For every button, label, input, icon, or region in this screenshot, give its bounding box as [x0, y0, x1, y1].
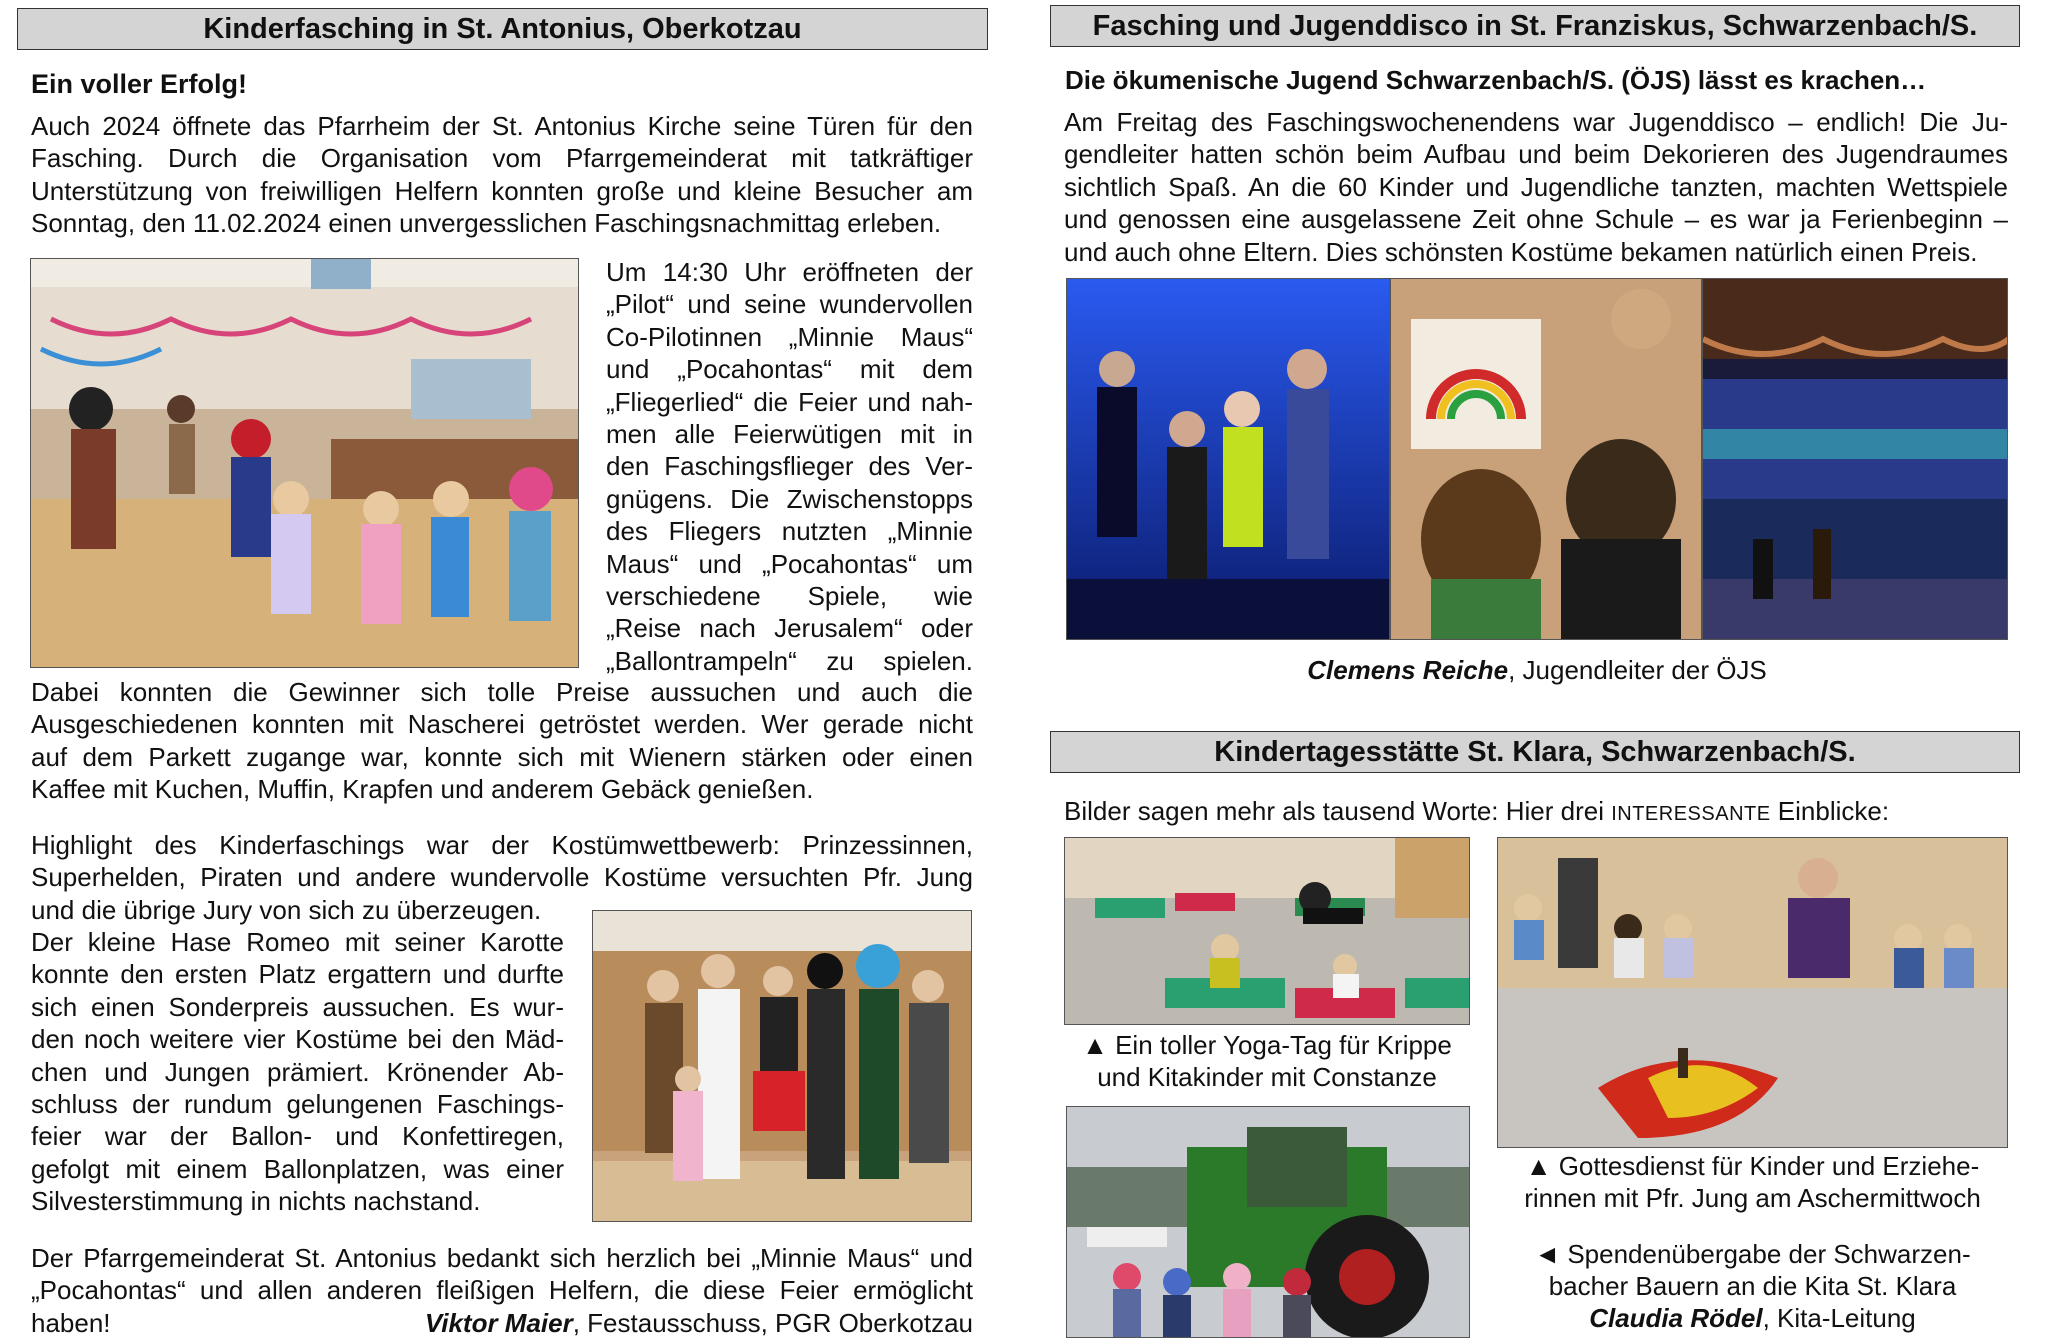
signature-name-kita: Claudia Rödel — [1589, 1303, 1763, 1333]
text-line: „Fliegerlied“ die Feier und nah- — [606, 386, 973, 417]
text-line: Unterstützung von freiwilligen Helfern konnten große und kleine Besucher am — [31, 175, 973, 206]
kita-intro-text-a: Bilder sagen mehr als tausend Worte: Hier drei — [1064, 796, 1612, 826]
signature-role-kita: , Kita-Leitung — [1762, 1303, 1916, 1333]
signature-name-jugend: Clemens Reiche — [1307, 655, 1509, 685]
photo-party-hall — [30, 258, 579, 668]
text-line: Maus“ und „Pocahontas“ um — [606, 548, 973, 579]
text-line: den noch weitere vier Kostüme bei den Mäd- — [31, 1024, 564, 1055]
side-paragraph-1 — [606, 256, 973, 677]
jugenddisco-subtitle: Die ökumenische Jugend Schwarzenbach/S. (ÖJS) lässt es krachen… — [1065, 65, 1927, 95]
photo-ash-wednesday-service — [1497, 837, 2008, 1148]
text-line: gnügens. Die Zwischenstopps — [606, 483, 973, 514]
kita-intro — [1064, 795, 1889, 830]
text-line: chen und Jungen prämiert. Krönender Ab- — [31, 1056, 564, 1087]
text-line: den Faschingsflieger des Ver- — [606, 451, 973, 482]
text-line: sichtlich Spaß. An die 60 Kinder und Jugendliche tanzten, machten Wettspiele — [1064, 171, 2008, 202]
kita-intro-smallcaps: INTERESSANTE — [1611, 803, 1771, 825]
text-line: auf dem Parkett zugange war, konnte sich mit Wienern stärken oder einen — [31, 741, 973, 772]
text-line: Co-Pilotinnen „Minnie Maus“ — [606, 321, 973, 352]
text-line: Fasching. Durch die Organisation vom Pfarrgemeinderat mit tatkräftiger — [31, 143, 973, 174]
text-line: men alle Feierwütigen mit in — [606, 419, 973, 450]
text-line: Superhelden, Piraten und andere wundervolle Kostüme versuchten Pfr. Jung — [31, 862, 973, 893]
text-line: Um 14:30 Uhr eröffneten der — [606, 257, 973, 287]
text-line: konnte den ersten Platz ergattern und durfte — [31, 959, 564, 990]
text-line: Highlight des Kinderfaschings war der Kostümwettbewerb: Prinzessinnen, — [31, 830, 973, 860]
photo-donation-tractor — [1066, 1106, 1470, 1338]
kita-intro-text-b: Einblicke: — [1770, 796, 1890, 826]
caption-service-line2: rinnen mit Pfr. Jung am Aschermittwoch — [1524, 1183, 1981, 1213]
text-line: und genossen eine ausgelassene Zeit ohne Schule – es war ja Ferienbeginn – — [1064, 204, 2008, 235]
caption-donation-line2: bacher Bauern an die Kita St. Klara — [1548, 1271, 1957, 1301]
text-line: feier war der Ballon- und Konfettiregen, — [31, 1121, 564, 1152]
text-line: gefolgt mit einem Ballonplatzen, was einer — [31, 1153, 564, 1184]
text-line: Ausgeschiedenen konnten mit Nascherei getröstet werden. Wer gerade nicht — [31, 709, 973, 740]
section-header-kita: Kindertagesstätte St. Klara, Schwarzenbach/S. — [1050, 731, 2020, 773]
signature-jugenddisco — [1066, 654, 2008, 686]
text-line: „Pilot“ und seine wundervollen — [606, 289, 973, 320]
photo-disco-costumes — [1066, 278, 1390, 640]
photo-disco-rainbow-painting — [1390, 278, 1702, 640]
text-line: Silvesterstimmung in nichts nachstand. — [31, 1186, 481, 1217]
signature-kita — [1497, 1302, 2008, 1334]
text-line: schluss der rundum gelungenen Faschings- — [31, 1089, 564, 1120]
text-line: des Fliegers nutzten „Minnie — [606, 516, 973, 547]
text-line: „Pocahontas“ und allen anderen fleißigen Helfern, die diese Feier ermöglicht — [31, 1275, 973, 1306]
text-line: Auch 2024 öffnete das Pfarrheim der St. Antonius Kirche seine Türen für den — [31, 111, 973, 141]
signature-left — [425, 1307, 973, 1339]
photo-yoga-day — [1064, 837, 1470, 1025]
photo-costume-group — [592, 910, 972, 1222]
continuation-paragraph — [31, 676, 973, 806]
text-line: „Reise nach Jerusalem“ oder — [606, 613, 973, 644]
section-header-jugenddisco: Fasching und Jugenddisco in St. Franziskus, Schwarzenbach/S. — [1050, 5, 2020, 47]
caption-yoga — [1064, 1029, 1470, 1093]
text-line: gendleiter hatten schön beim Aufbau und beim Dekorieren des Jugendraumes — [1064, 139, 2008, 170]
caption-donation-line1: ◄ Spendenübergabe der Schwarzen- — [1534, 1239, 1971, 1269]
text-line: Am Freitag des Faschingswochenendens war Jugenddisco – endlich! Die Ju- — [1064, 107, 2008, 137]
text-line: „Ballontrampeln“ zu spielen. — [606, 645, 973, 676]
caption-yoga-line1: ▲ Ein toller Yoga-Tag für Krippe — [1082, 1030, 1452, 1060]
caption-donation — [1497, 1238, 2008, 1302]
text-line: Sonntag, den 11.02.2024 einen unvergesslichen Faschingsnachmittag erleben. — [31, 208, 942, 239]
photo-disco-dance-floor — [1702, 278, 2008, 640]
text-line: und „Pocahontas“ mit dem — [606, 354, 973, 385]
side-paragraph-2 — [31, 926, 564, 1218]
signature-role: , Festausschuss, PGR Oberkotzau — [572, 1308, 973, 1338]
signature-role-jugend: , Jugendleiter der ÖJS — [1508, 655, 1767, 685]
text-line: Kaffee mit Kuchen, Muffin, Krapfen und anderem Gebäck genießen. — [31, 774, 814, 805]
caption-yoga-line2: und Kitakinder mit Constanze — [1097, 1062, 1437, 1092]
intro-paragraph — [31, 110, 973, 240]
jugenddisco-paragraph — [1064, 106, 2008, 268]
text-line: Der kleine Hase Romeo mit seiner Karotte — [31, 927, 564, 957]
text-line: Dabei konnten die Gewinner sich tolle Preise aussuchen und auch die — [31, 677, 973, 707]
text-line: Der Pfarrgemeinderat St. Antonius bedankt sich herzlich bei „Minnie Maus“ und — [31, 1243, 973, 1273]
text-line: verschiedene Spiele, wie — [606, 581, 973, 612]
caption-service — [1497, 1150, 2008, 1214]
caption-service-line1: ▲ Gottesdienst für Kinder und Erziehe- — [1525, 1151, 1980, 1181]
text-line: und die übrige Jury von sich zu überzeugen. — [31, 894, 542, 925]
signature-name: Viktor Maier — [424, 1308, 573, 1338]
section-header-kinderfasching: Kinderfasching in St. Antonius, Oberkotzau — [17, 8, 988, 50]
text-line: sich einen Sonderpreis aussuchen. Es wur- — [31, 991, 564, 1022]
text-line: und auch ohne Eltern. Dies schönsten Kostüme bekamen natürlich einen Preis. — [1064, 236, 1978, 267]
text-line: haben! — [31, 1307, 111, 1338]
article-subtitle: Ein voller Erfolg! — [31, 69, 248, 99]
